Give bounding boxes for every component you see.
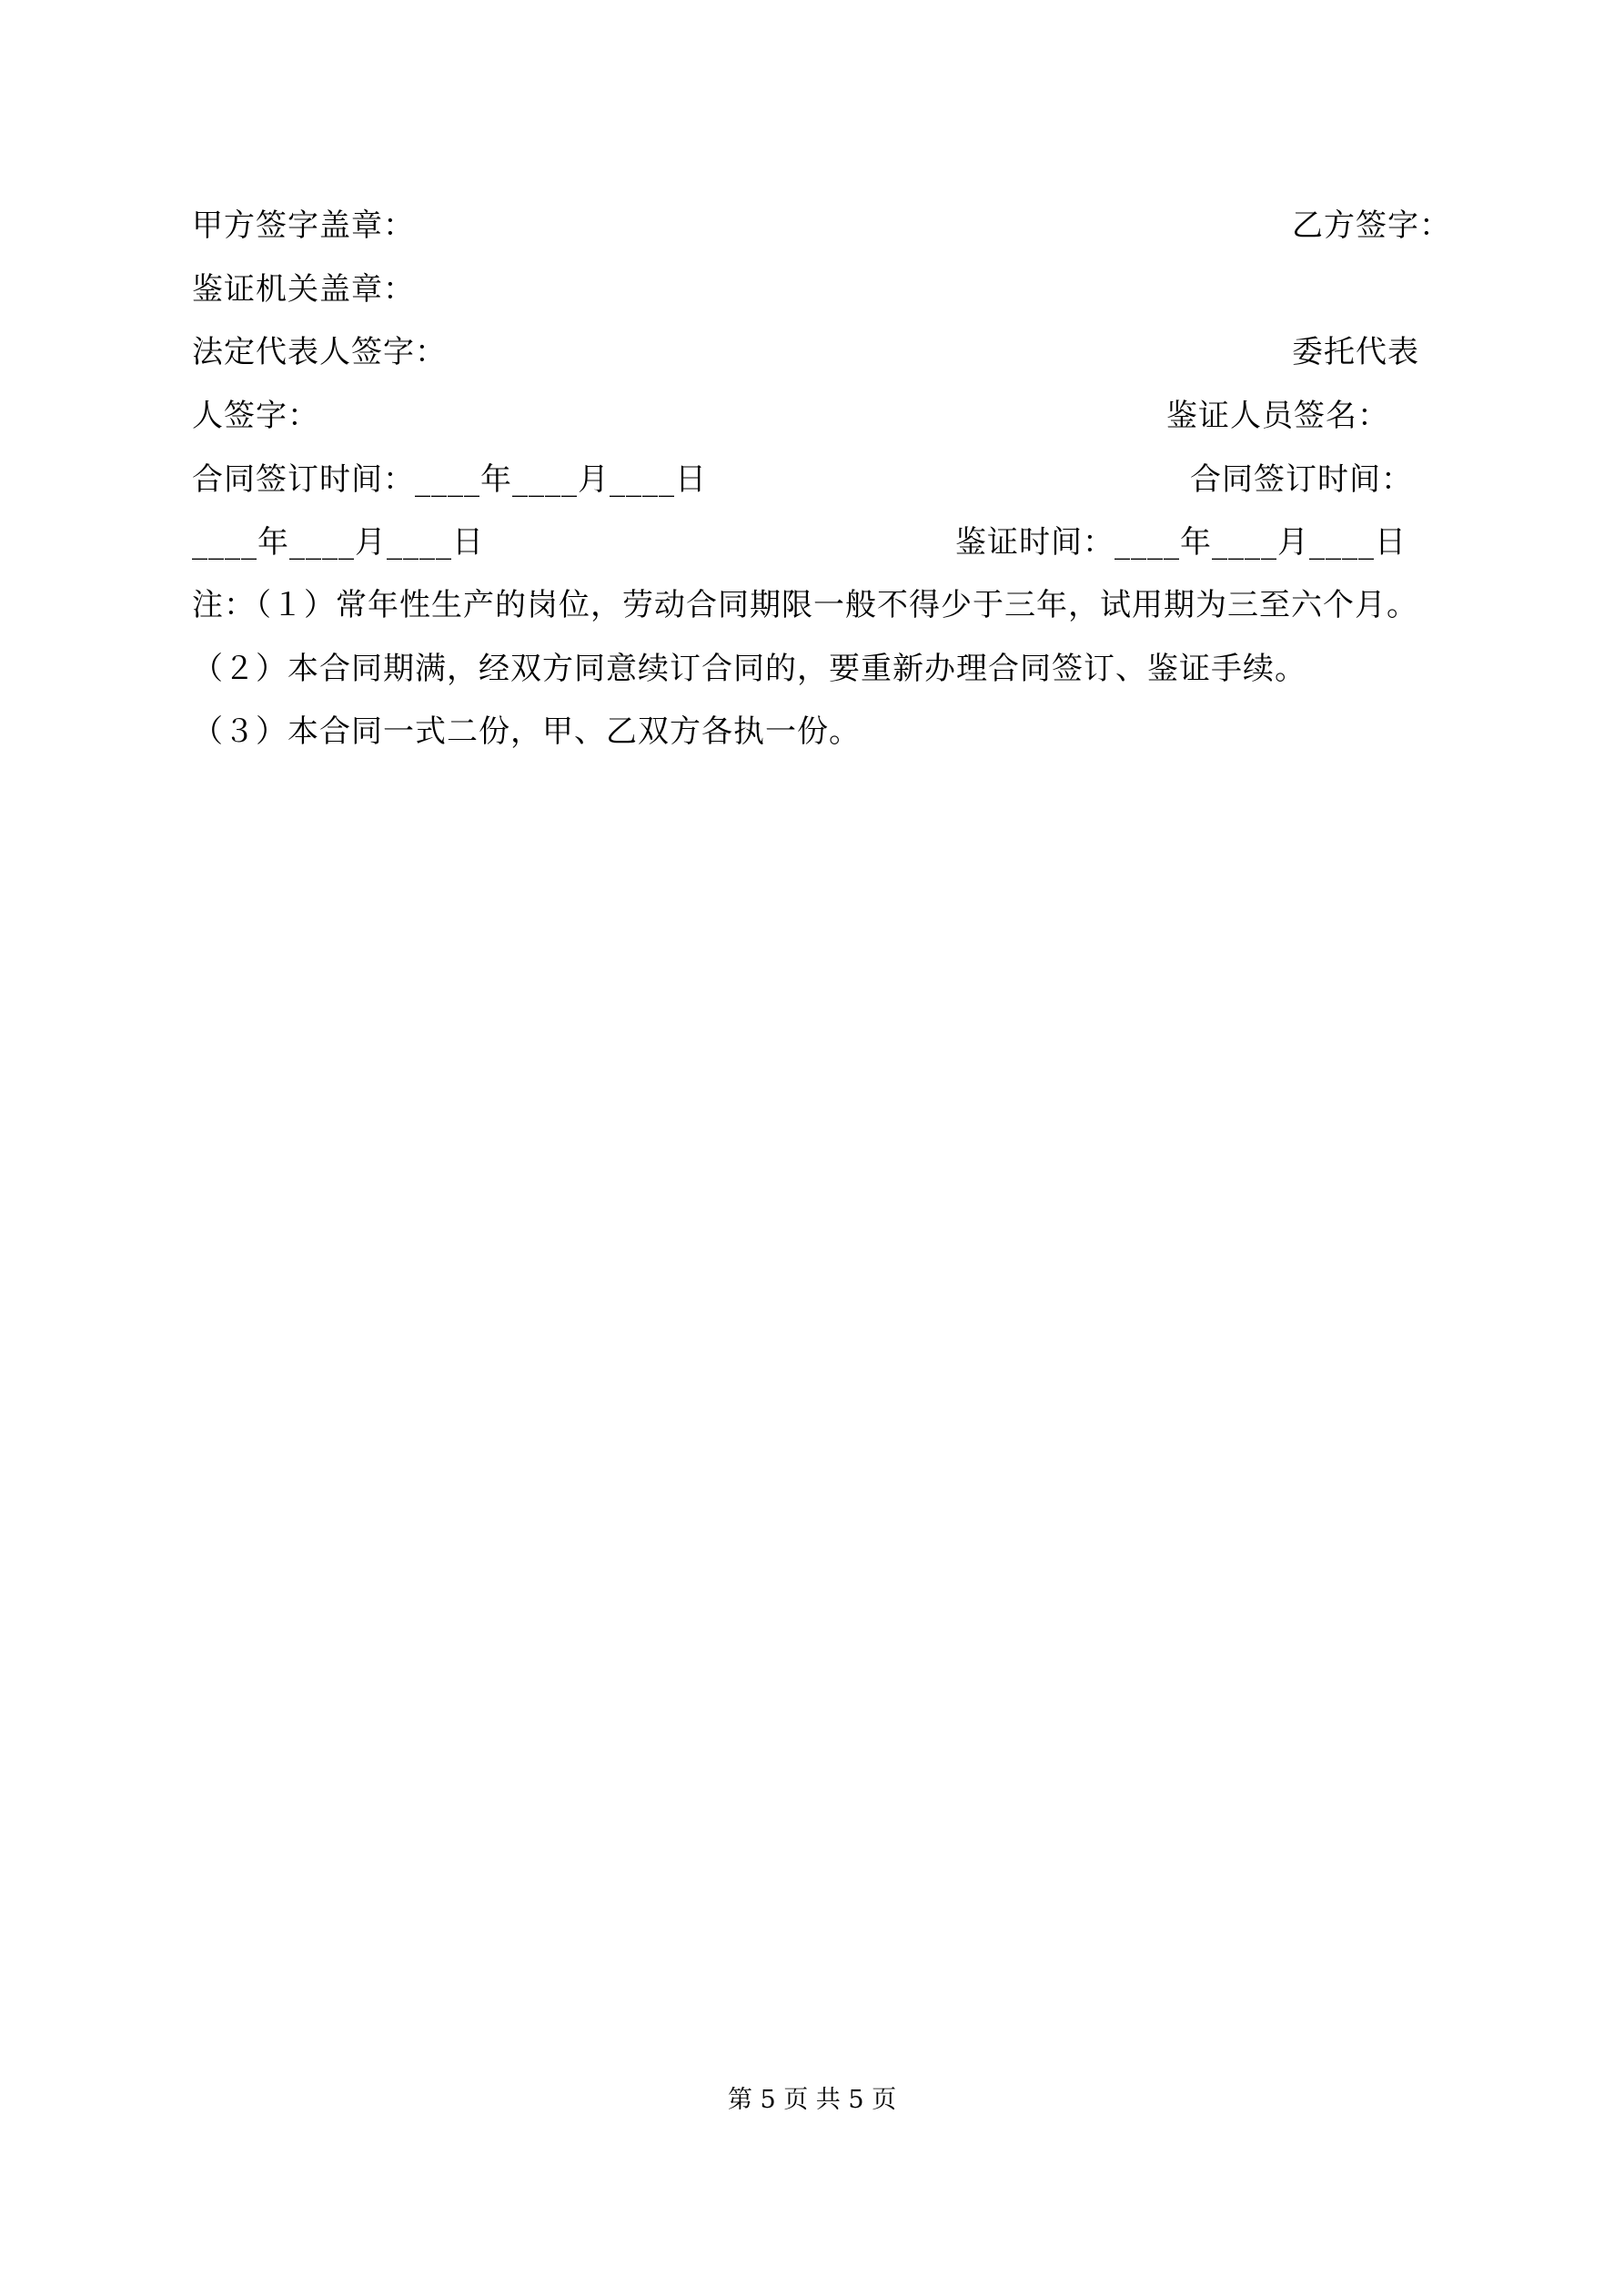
note-3: （３）本合同一式二份，甲、乙双方各执一份。 bbox=[192, 713, 861, 750]
notary-date: 鉴证时间：____年____月____日 bbox=[955, 524, 1407, 561]
legal-rep-sign-label: 法定代表人签字： bbox=[192, 334, 447, 370]
sign-date-party-b-label: 合同签订时间： bbox=[1190, 461, 1413, 498]
sign-date-party-a: 合同签订时间：____年____月____日 bbox=[192, 461, 707, 498]
sign-date-party-b-value: ____年____月____日 bbox=[192, 524, 484, 561]
notary-seal-label: 鉴证机关盖章： bbox=[192, 271, 415, 308]
page-number-footer: 第 5 页 共 5 页 bbox=[727, 2086, 897, 2114]
notary-staff-sign-label: 鉴证人员签名： bbox=[1166, 398, 1389, 434]
entrusted-rep-label-part1: 委托代表 bbox=[1292, 334, 1419, 370]
note-2: （２）本合同期满，经双方同意续订合同的，要重新办理合同签订、鉴证手续。 bbox=[192, 651, 1306, 687]
note-1: 注：（１）常年性生产的岗位，劳动合同期限一般不得少于三年，试用期为三至六个月。 bbox=[192, 587, 1418, 623]
entrusted-rep-label-part2: 人签字： bbox=[192, 398, 319, 434]
party-a-seal-label: 甲方签字盖章： bbox=[192, 207, 415, 244]
party-b-sign-label: 乙方签字： bbox=[1292, 207, 1451, 244]
